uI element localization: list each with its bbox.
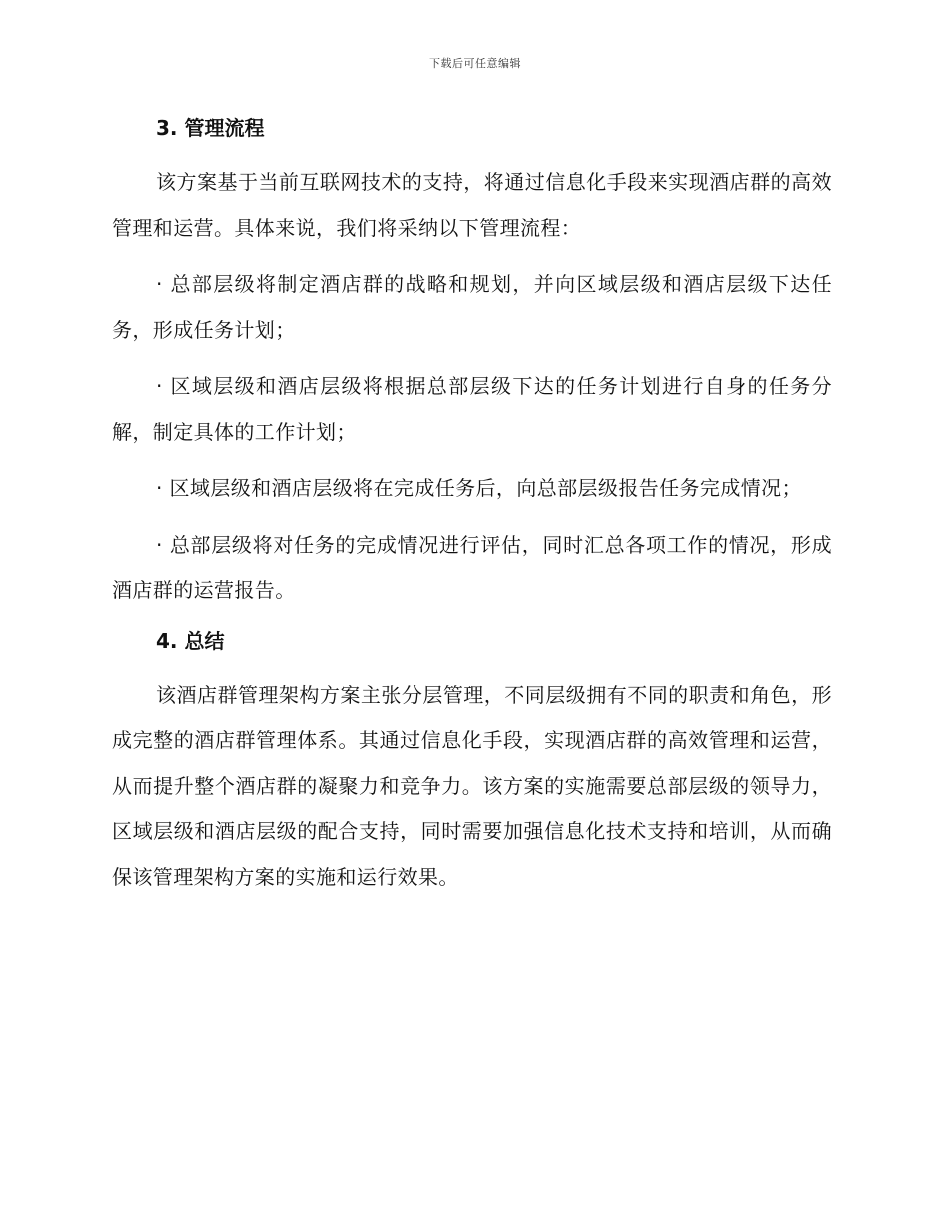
bullet-item-1: · 总部层级将制定酒店群的战略和规划，并向区域层级和酒店层级下达任务，形成任务计划； — [112, 272, 832, 342]
section-heading-summary: 4. 总结 — [156, 628, 225, 653]
section-heading-management-process: 3. 管理流程 — [156, 116, 265, 140]
summary-paragraph: 该酒店群管理架构方案主张分层管理，不同层级拥有不同的职责和角色，形成完整的酒店群管理体系。其通过信息化手段，实现酒店群的高效管理和运营，从而提升整个酒店群的凝聚力和竞争力。该方案的实施需要总部层级的领导力，区域层级和酒店层级的配合支持，同时需要加强信息化技术支持和培训，从而确保该管理架构方案的实施和运行效果。 — [112, 682, 832, 889]
page-header: 下载后可任意编辑 — [429, 57, 521, 70]
bullet-item-3: · 区域层级和酒店层级将在完成任务后，向总部层级报告任务完成情况； — [156, 476, 802, 500]
bullet-item-4: · 总部层级将对任务的完成情况进行评估，同时汇总各项工作的情况，形成酒店群的运营报告。 — [112, 532, 832, 602]
bullet-item-2: · 区域层级和酒店层级将根据总部层级下达的任务计划进行自身的任务分解，制定具体的工作计划； — [112, 374, 832, 444]
section-intro-paragraph: 该方案基于当前互联网技术的支持，将通过信息化手段来实现酒店群的高效管理和运营。具体来说，我们将采纳以下管理流程： — [112, 170, 832, 240]
document-body — [112, 112, 832, 911]
